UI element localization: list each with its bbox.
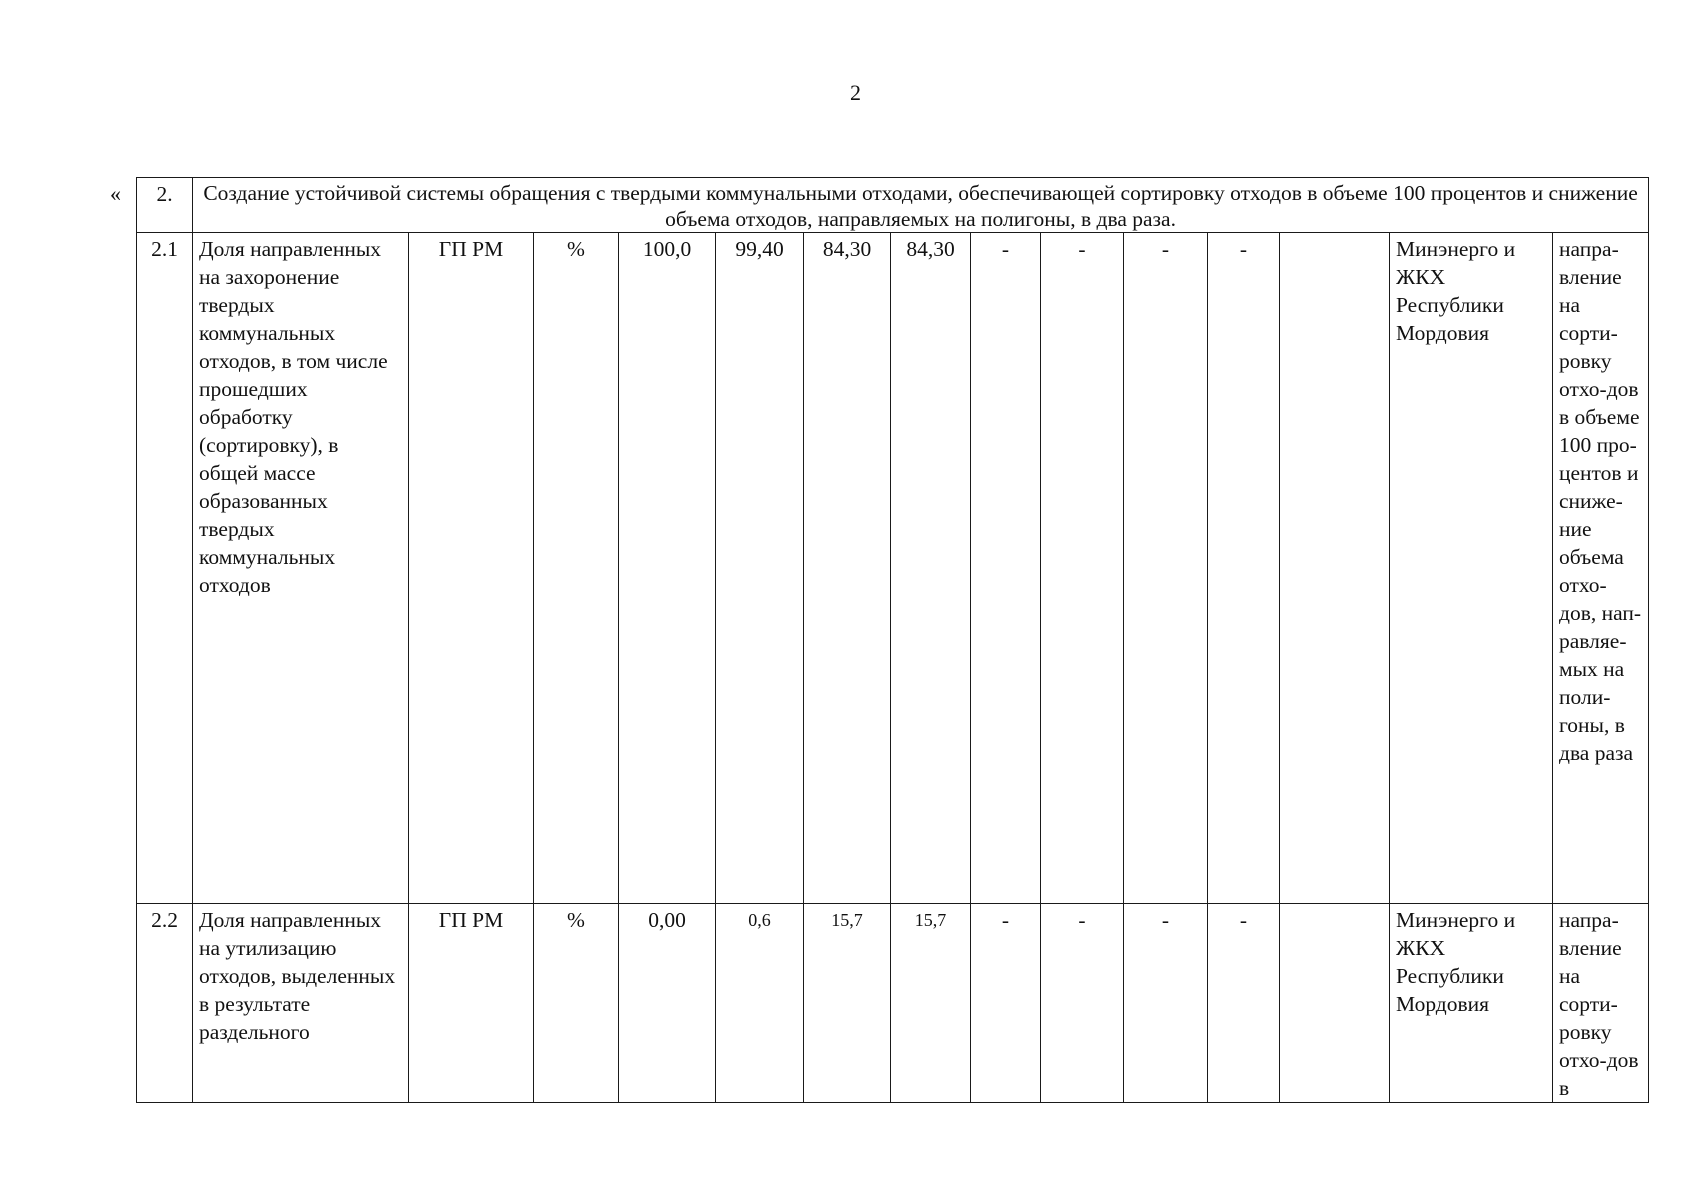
source-cell: ГП РМ — [409, 904, 534, 1103]
indicator-name: Доля направленных на захоронение твердых коммунальных отходов, в том числе прошедших обработку (сортировку), в общей массе образованных твердых коммунальных отходов — [193, 233, 409, 904]
value-cell: 15,7 — [804, 904, 891, 1103]
row-number: 2.1 — [137, 233, 193, 904]
value-cell: - — [971, 904, 1041, 1103]
table-row — [137, 233, 1649, 904]
section-header-row — [137, 178, 1649, 233]
indicators-table — [136, 177, 1649, 1103]
table-row — [137, 904, 1649, 1103]
value-cell: - — [1041, 233, 1124, 904]
responsible-cell: Минэнерго и ЖКХ Республики Мордовия — [1390, 904, 1553, 1103]
value-cell: - — [1208, 233, 1280, 904]
value-cell: 15,7 — [891, 904, 971, 1103]
value-cell: - — [1208, 904, 1280, 1103]
opening-quote-mark: « — [110, 181, 121, 206]
value-cell: - — [971, 233, 1041, 904]
row-number: 2.2 — [137, 904, 193, 1103]
indicator-name: Доля направленных на утилизацию отходов, выделенных в результате раздельного — [193, 904, 409, 1103]
source-cell: ГП РМ — [409, 233, 534, 904]
value-cell: 100,0 — [619, 233, 716, 904]
unit-cell: % — [534, 233, 619, 904]
responsible-cell: Минэнерго и ЖКХ Республики Мордовия — [1390, 233, 1553, 904]
unit-cell: % — [534, 904, 619, 1103]
value-cell: 0,6 — [716, 904, 804, 1103]
value-cell: - — [1041, 904, 1124, 1103]
value-cell: 99,40 — [716, 233, 804, 904]
section-title: Создание устойчивой системы обращения с твердыми коммунальными отходами, обеспечивающей сортировку отходов в объеме 100 процентов и снижение объема отходов, направляемых на полигоны, в два раза. — [193, 178, 1649, 233]
value-cell: 84,30 — [804, 233, 891, 904]
note-cell: напра-вление на сорти-ровку отхо-дов в объеме 100 про-центов и сниже-ние объема отхо-дов, нап-равляе-мых на поли-гоны, в два раза — [1553, 233, 1649, 904]
value-cell: 0,00 — [619, 904, 716, 1103]
value-cell — [1280, 904, 1390, 1103]
value-cell: - — [1124, 233, 1208, 904]
value-cell: 84,30 — [891, 233, 971, 904]
note-cell: напра-вление на сорти-ровку отхо-дов в — [1553, 904, 1649, 1103]
section-number: 2. — [137, 178, 193, 233]
value-cell: - — [1124, 904, 1208, 1103]
page-number: 2 — [850, 80, 861, 105]
value-cell — [1280, 233, 1390, 904]
